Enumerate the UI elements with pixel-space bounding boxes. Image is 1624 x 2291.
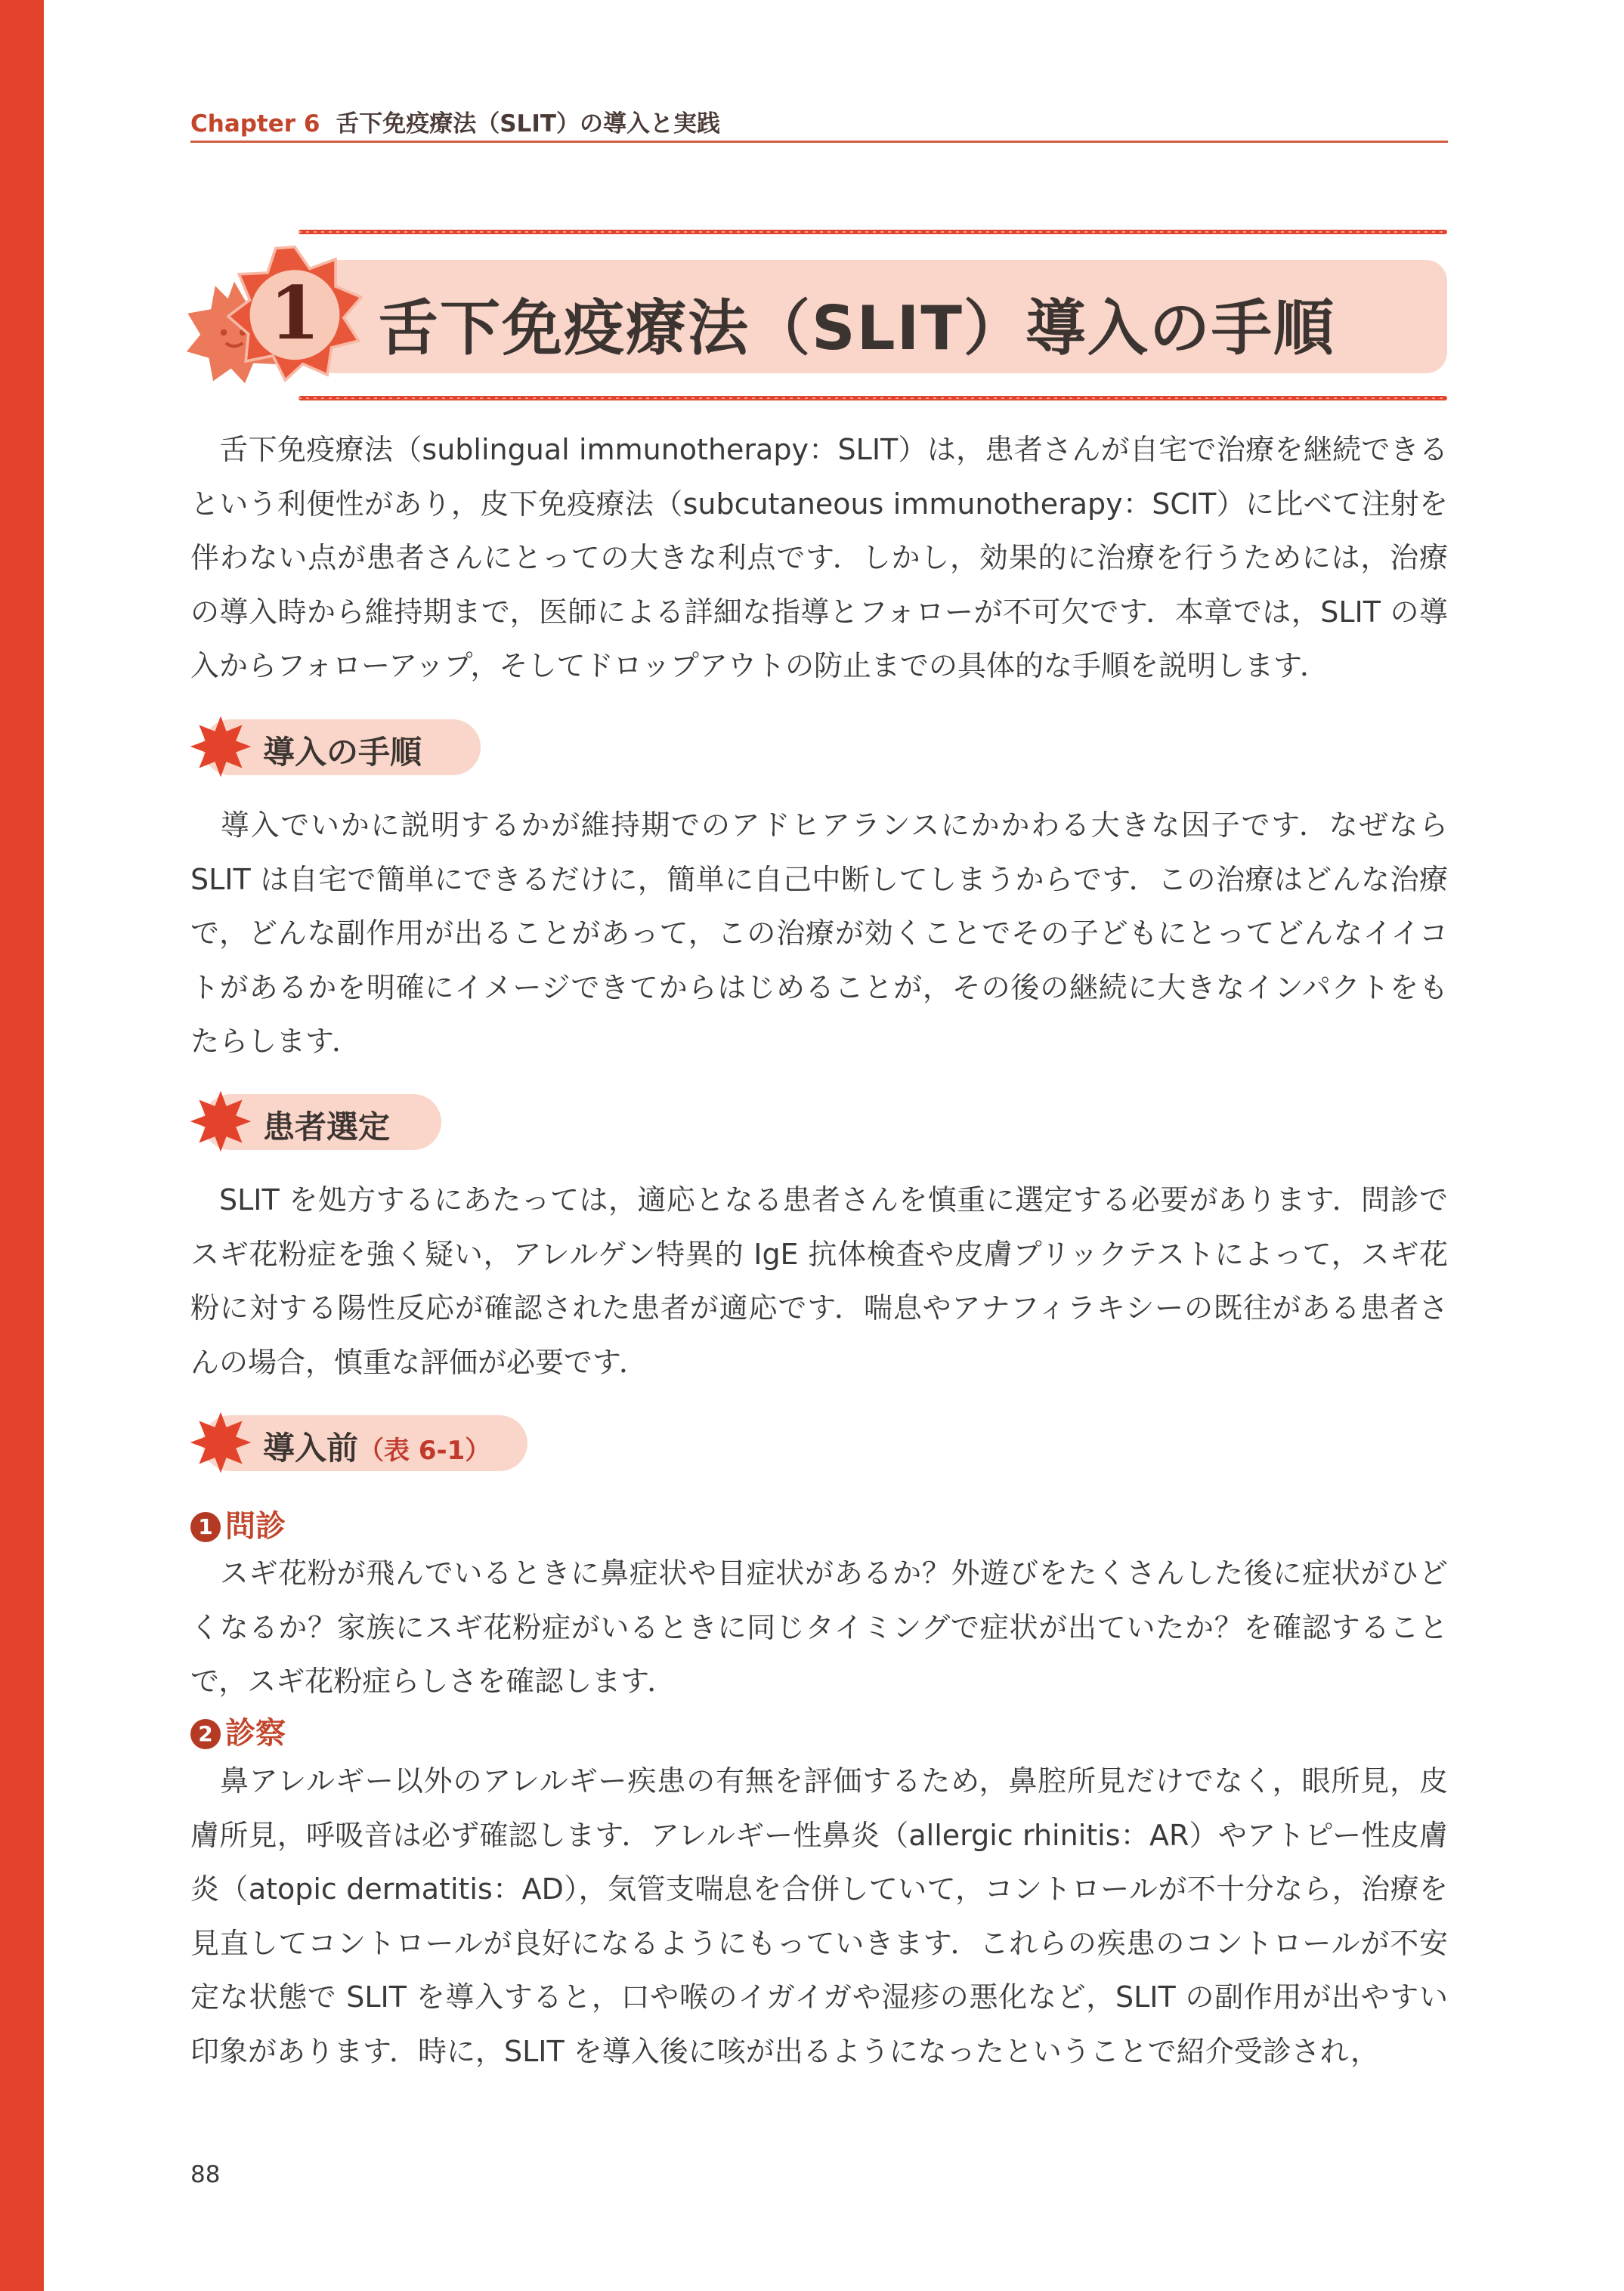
star-burst-icon	[189, 1090, 252, 1153]
section-body-text: SLIT を処方するにあたっては，適応となる患者さんを慎重に選定する必要があります．問診でスギ花粉症を強く疑い，アレルゲン特異的 IgE 抗体検査や皮膚プリックテストによって，スギ花粉に対する陽性反応が確認された患者が適応です．喘息やアナフィラキシーの既往がある患者さんの場合，慎重な評価が必要です．	[190, 1183, 1448, 1379]
number-circle-icon: 1	[190, 1512, 221, 1542]
section-title	[263, 1424, 490, 1469]
banner-bottom-line	[299, 395, 1447, 401]
number-circle-icon: 2	[190, 1719, 221, 1749]
subheading-text: 診察	[225, 1716, 286, 1751]
banner-top-line	[299, 229, 1447, 235]
subheading-text: 問診	[225, 1509, 286, 1544]
section-body	[190, 1173, 1448, 1390]
section-body-text: 導入でいかに説明するかが維持期でのアドヒアランスにかかわる大きな因子です．なぜなら SLIT は自宅で簡単にできるだけに，簡単に自己中断してしまうからです．この治療はどんな治療で，どんな副作用が出ることがあって，この治療が効くことでその子どもにとってどんなイイコトがあるかを明確にイメージできてからはじめることが，その後の継続に大きなインパクトをもたらします．	[190, 808, 1448, 1058]
section-body	[190, 799, 1448, 1069]
section-title: 導入の手順	[263, 734, 422, 771]
chapter-title: 舌下免疫療法（SLIT）の導入と実践	[336, 110, 720, 138]
chapter-section-number: 1	[269, 271, 320, 356]
intro-text: 舌下免疫療法（sublingual immunotherapy：SLIT）は，患者さんが自宅で治療を継続できるという利便性があり，皮下免疫療法（subcutaneous immunotherapy：SCIT）に比べて注射を伴わない点が患者さんにとっての大きな利点です．しかし，効果的に治療を行うためには，治療の導入時から維持期まで，医師による詳細な指導とフォローが不可欠です．本章では，SLIT の導入からフォローアップ，そしてドロップアウトの防止までの具体的な手順を説明します．	[190, 433, 1448, 682]
subheading-examination	[190, 1709, 286, 1752]
subsection-body-text: スギ花粉が飛んでいるときに鼻症状や目症状があるか？外遊びをたくさんした後に症状がひどくなるか？家族にスギ花粉症がいるときに同じタイミングで症状が出ていたか？を確認することで，スギ花粉症らしさを確認します．	[190, 1557, 1448, 1698]
subsection-body-text: 鼻アレルギー以外のアレルギー疾患の有無を評価するため，鼻腔所見だけでなく，眼所見，皮膚所見，呼吸音は必ず確認します．アレルギー性鼻炎（allergic rhinitis：AR）やアトピー性皮膚炎（atopic dermatitis：AD），気管支喘息を合併していて，コントロールが不十分なら，治療を見直してコントロールが良好になるようにもっていきます．これらの疾患のコントロールが不安定な状態で SLIT を導入すると，口や喉のイガイガや湿疹の悪化など，SLIT の副作用が出やすい印象があります．時に，SLIT を導入後に咳が出るようになったということで紹介受診され，	[190, 1764, 1448, 2068]
table-reference-link[interactable]: （表 6-1）	[358, 1436, 491, 1466]
chapter-label: Chapter 6	[190, 110, 320, 138]
chapter-section-title: 舌下免疫療法（SLIT）導入の手順	[378, 293, 1335, 363]
section-title: 患者選定	[263, 1108, 391, 1146]
side-color-bar	[0, 0, 44, 2291]
subheading-interview	[190, 1502, 286, 1545]
running-header	[190, 104, 1448, 138]
star-burst-icon	[189, 1411, 252, 1474]
intro-paragraph	[190, 423, 1448, 694]
star-burst-icon	[189, 715, 252, 778]
subsection-body	[190, 1755, 1448, 2079]
page-number: 88	[190, 2161, 221, 2188]
section-title-text: 導入前	[263, 1430, 359, 1467]
header-rule	[190, 141, 1448, 143]
subsection-body	[190, 1547, 1448, 1709]
